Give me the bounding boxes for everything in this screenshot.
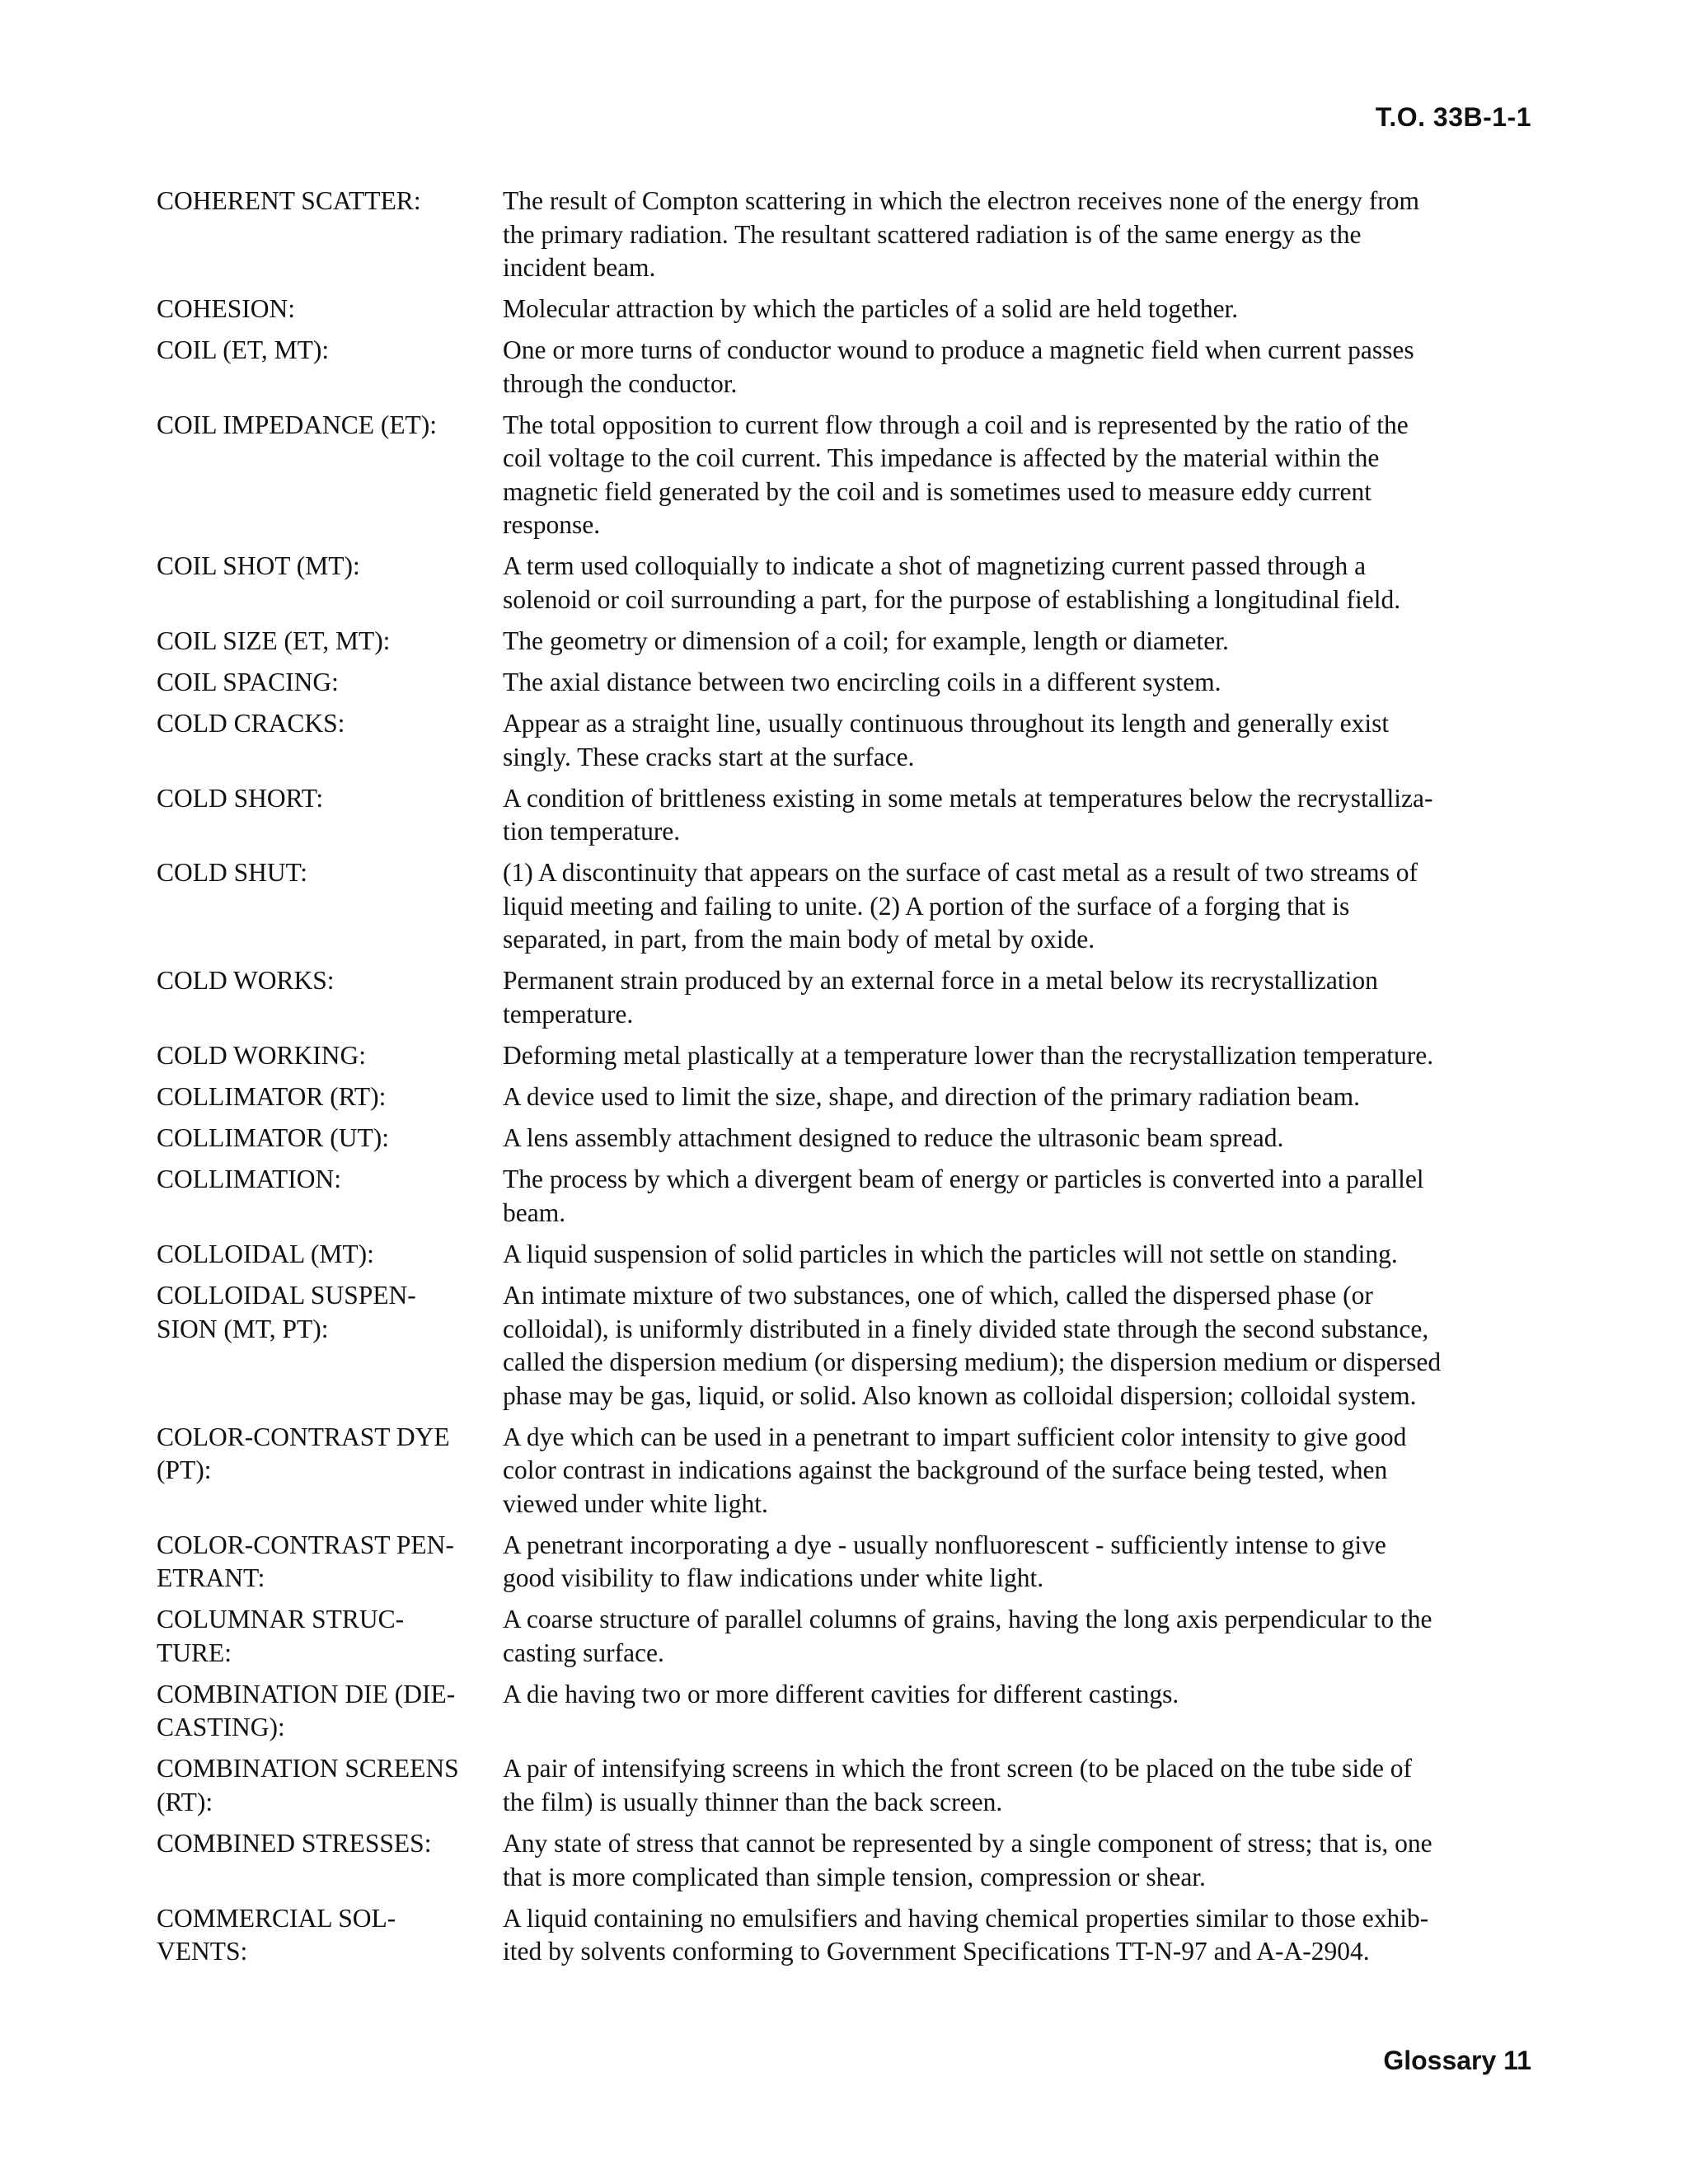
glossary-term: COLOR-CONTRAST DYE (PT):: [157, 1422, 450, 1485]
glossary-definition: A term used colloquially to indicate a shot of magnetizing current passed through a solenoid or coil surrounding a part, for the purpose of establishing a longitudinal field.: [503, 551, 1401, 614]
glossary-definition: Deforming metal plastically at a temperature lower than the recrystallization temperature.: [503, 1041, 1434, 1071]
glossary-term: COMBINED STRESSES:: [157, 1829, 432, 1858]
glossary-entry: [157, 334, 1533, 401]
glossary-term: COIL (ET, MT):: [157, 335, 330, 365]
glossary-definition: (1) A discontinuity that appears on the surface of cast metal as a result of two streams of liquid meeting and failing to unite. (2) A portion of the surface of a forging that is separated, in part, from the main body of metal by oxide.: [503, 858, 1418, 954]
glossary-definition: One or more turns of conductor wound to produce a magnetic field when current passes through the conductor.: [503, 335, 1414, 398]
glossary-term: COHESION:: [157, 294, 296, 324]
glossary-entry: [157, 1529, 1533, 1596]
glossary-entry: [157, 1238, 1533, 1272]
glossary-term: COLLIMATOR (RT):: [157, 1082, 387, 1112]
glossary-definition: A device used to limit the size, shape, and direction of the primary radiation beam.: [503, 1082, 1361, 1112]
glossary-definition: A coarse structure of parallel columns of grains, having the long axis perpendicular to the casting surface.: [503, 1605, 1432, 1667]
glossary-definition: The total opposition to current flow through a coil and is represented by the ratio of the coil voltage to the coil current. This impedance is affected by the material within the magnetic field generated by the coil and is sometimes used to measure eddy current response.: [503, 410, 1409, 540]
glossary-term: COHERENT SCATTER:: [157, 186, 421, 215]
glossary-term: COLLOIDAL (MT):: [157, 1239, 374, 1268]
glossary-entry: [157, 1080, 1533, 1114]
glossary-definition: The result of Compton scattering in which the electron receives none of the energy from the primary radiation. The resultant scattered radiation is of the same energy as the incident beam.: [503, 186, 1420, 282]
glossary-entry: [157, 409, 1533, 542]
document-number: T.O. 33B-1-1: [1375, 102, 1531, 132]
glossary-list: [157, 185, 1533, 1976]
glossary-definition: A liquid suspension of solid particles in which the particles will not settle on standing.: [503, 1239, 1398, 1268]
glossary-definition: Appear as a straight line, usually continuous throughout its length and generally exist singly. These cracks start at the surface.: [503, 709, 1390, 771]
glossary-term: COLD SHUT:: [157, 858, 308, 888]
glossary-entry: [157, 1122, 1533, 1155]
glossary-entry: [157, 1678, 1533, 1745]
glossary-entry: [157, 1827, 1533, 1894]
glossary-term: COLD SHORT:: [157, 783, 324, 813]
glossary-term: COMBINATION DIE (DIE- CASTING):: [157, 1679, 456, 1742]
glossary-entry: [157, 666, 1533, 700]
glossary-entry: [157, 964, 1533, 1031]
glossary-definition: The axial distance between two encircling coils in a different system.: [503, 668, 1221, 697]
glossary-definition: A die having two or more different cavities for different castings.: [503, 1679, 1179, 1708]
glossary-term: COLD WORKS:: [157, 966, 335, 996]
glossary-entry: [157, 1039, 1533, 1073]
glossary-definition: Permanent strain produced by an external force in a metal below its recrystallization temperature.: [503, 966, 1378, 1029]
glossary-definition: Molecular attraction by which the particles of a solid are held together.: [503, 294, 1239, 324]
glossary-entry: [157, 1421, 1533, 1521]
glossary-term: COIL SHOT (MT):: [157, 551, 360, 581]
glossary-term: COLUMNAR STRUC- TURE:: [157, 1605, 405, 1667]
glossary-entry: [157, 1603, 1533, 1670]
glossary-definition: A dye which can be used in a penetrant to impart sufficient color intensity to give good color contrast in indications against the background of the surface being tested, when viewed under white light.: [503, 1422, 1407, 1518]
glossary-definition: A condition of brittleness existing in some metals at temperatures below the recrystalliza- tion temperature.: [503, 783, 1433, 846]
glossary-entry: [157, 1752, 1533, 1819]
glossary-term: COIL IMPEDANCE (ET):: [157, 410, 438, 439]
glossary-definition: Any state of stress that cannot be represented by a single component of stress; that is, one that is more complicated than simple tension, compression or shear.: [503, 1829, 1432, 1891]
glossary-entry: [157, 185, 1533, 285]
glossary-term: COLLIMATOR (UT):: [157, 1123, 390, 1153]
glossary-term: COMMERCIAL SOL- VENTS:: [157, 1903, 396, 1966]
glossary-definition: A lens assembly attachment designed to reduce the ultrasonic beam spread.: [503, 1123, 1284, 1153]
glossary-entry: [157, 856, 1533, 957]
glossary-term: COLD WORKING:: [157, 1041, 367, 1071]
glossary-entry: [157, 625, 1533, 658]
glossary-definition: A liquid containing no emulsifiers and having chemical properties similar to those exhib- ited by solvents conforming to Government Specifications TT-N-97 and A-A-2904.: [503, 1903, 1429, 1966]
glossary-entry: [157, 1163, 1533, 1230]
glossary-entry: [157, 293, 1533, 326]
glossary-definition: The process by which a divergent beam of energy or particles is converted into a parallel beam.: [503, 1165, 1424, 1227]
glossary-entry: [157, 550, 1533, 616]
glossary-entry: [157, 707, 1533, 774]
glossary-definition: A penetrant incorporating a dye - usually nonfluorescent - sufficiently intense to give good visibility to flaw indications under white light.: [503, 1530, 1386, 1593]
glossary-entry: [157, 1902, 1533, 1969]
glossary-term: COMBINATION SCREENS (RT):: [157, 1754, 459, 1816]
glossary-entry: [157, 1279, 1533, 1413]
glossary-term: COIL SIZE (ET, MT):: [157, 626, 391, 655]
glossary-definition: A pair of intensifying screens in which the front screen (to be placed on the tube side of the film) is usually thinner than the back screen.: [503, 1754, 1413, 1816]
glossary-term: COIL SPACING:: [157, 668, 339, 697]
glossary-term: COLOR-CONTRAST PEN- ETRANT:: [157, 1530, 454, 1593]
glossary-entry: [157, 782, 1533, 849]
glossary-term: COLLOIDAL SUSPEN- SION (MT, PT):: [157, 1281, 416, 1343]
glossary-definition: An intimate mixture of two substances, one of which, called the dispersed phase (or colloidal), is uniformly distributed in a finely divided state through the second substance, called the dispersion medium (or dispersing medium); the dispersion medium or dispersed phase may be gas, liquid, or solid. Also known as colloidal dispersion; colloidal system.: [503, 1281, 1442, 1410]
glossary-term: COLLIMATION:: [157, 1165, 341, 1194]
page-label: Glossary 11: [1383, 2046, 1531, 2075]
glossary-definition: The geometry or dimension of a coil; for example, length or diameter.: [503, 626, 1229, 655]
glossary-term: COLD CRACKS:: [157, 709, 345, 738]
